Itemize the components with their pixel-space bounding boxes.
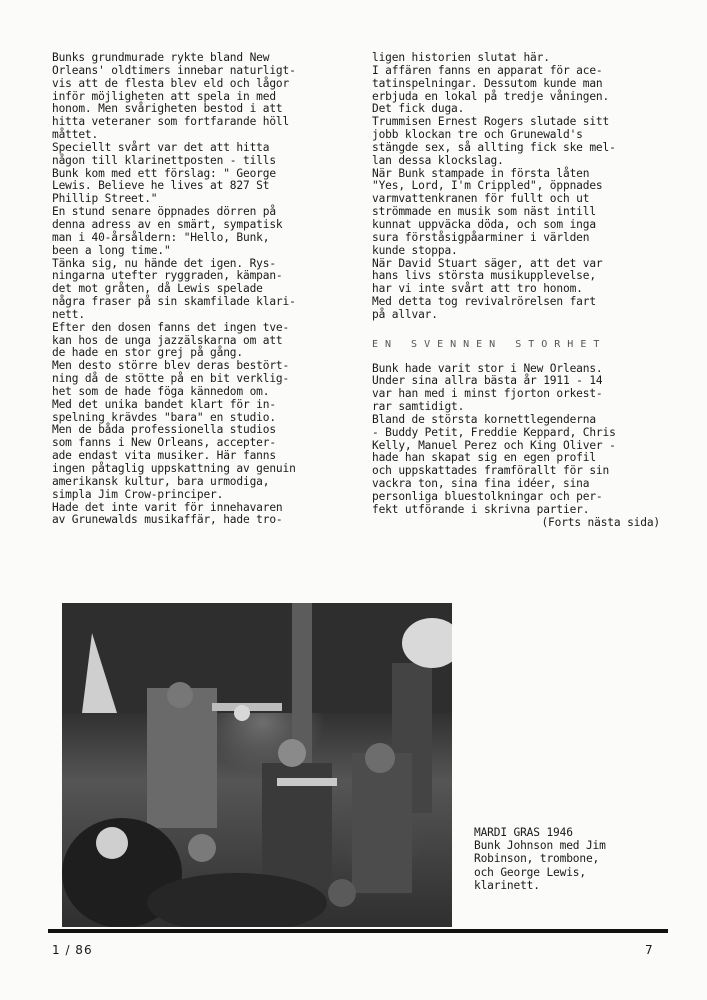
body-text-line: Lewis. Believe he lives at 827 St [52, 179, 270, 193]
body-text-line: När Bunk stampade in första låten [372, 166, 590, 180]
body-text-line: Efter den dosen fanns det ingen tve- [52, 320, 290, 334]
issue-number: 1 / 86 [52, 943, 93, 957]
body-text-line: ningarna utefter ryggraden, kämpan- [52, 269, 283, 283]
body-text-line: erbjuda en lokal på tredje våningen. [372, 89, 610, 103]
right-column [372, 52, 664, 530]
body-text-line: Bunks grundmurade rykte bland New [52, 51, 270, 64]
body-text-line: fekt utförande i skrivna partier. [372, 502, 590, 516]
left-column [52, 52, 352, 527]
body-text-line: kunde stoppa. [372, 243, 458, 257]
caption-line: och George Lewis, [474, 865, 586, 879]
section-heading: EN SVENNEN STORHET [372, 338, 607, 350]
body-text-line: När David Stuart säger, att det var [372, 256, 603, 270]
body-text-line: denna adress av en smärt, sympatisk [52, 217, 283, 231]
page-number: 7 [645, 943, 653, 957]
body-text-line: inför möjligheten att spela in med [52, 89, 276, 103]
body-text-line: som fanns i New Orleans, accepter- [52, 436, 276, 450]
body-text-line: Bland de största kornettlegenderna [372, 412, 596, 426]
body-text-line: det mot gråten, då Lewis spelade [52, 282, 263, 296]
body-text-line: Speciellt svårt var det att hitta [52, 140, 270, 154]
body-text-line: Men desto större blev deras bestört- [52, 359, 290, 373]
body-text-line: "Yes, Lord, I'm Crippled", öppnades [372, 179, 603, 193]
body-text-line: var han med i minst fjorton orkest- [372, 387, 603, 401]
body-text-line: Men de båda professionella studios [52, 423, 276, 437]
body-text-line: kunnat uppväcka döda, och som inga [372, 217, 596, 231]
caption-line: klarinett. [474, 878, 540, 892]
body-text-line: amerikansk kultur, bara urmodiga, [52, 474, 270, 488]
body-text-line: varmvattenkranen för fullt och ut [372, 192, 590, 206]
body-text-line: ade endast vita musiker. Här fanns [52, 449, 276, 463]
body-text-line: på allvar. [372, 307, 438, 321]
body-text-line: personliga bluestolkningar och per- [372, 490, 603, 503]
caption-line: Bunk Johnson med Jim [474, 839, 606, 853]
body-text-line: En stund senare öppnades dörren på [52, 205, 276, 219]
body-text-line: - Buddy Petit, Freddie Keppard, Chris [372, 425, 616, 439]
photo-caption [474, 826, 674, 892]
body-text-line: honom. Men svårigheten bestod i att [52, 102, 283, 116]
body-text-line: spelning krävdes "bara" en studio. [52, 410, 276, 424]
body-text-line: Kelly, Manuel Perez och King Oliver - [372, 438, 616, 452]
body-text-line: Bunk hade varit stor i New Orleans. [372, 361, 603, 375]
body-text-line: någon till klarinettposten - tills [52, 153, 276, 167]
body-text-line: ligen historien slutat här. [372, 51, 550, 64]
body-text-line: jobb klockan tre och Grunewald's [372, 128, 583, 142]
body-text-line: het som de hade föga kännedom om. [52, 384, 270, 398]
footer-rule [48, 929, 668, 933]
body-text-line: strömmade en musik som näst intill [372, 205, 596, 219]
body-text-line: stängde sex, så allting fick ske mel- [372, 140, 616, 154]
body-text-line: Med det unika bandet klart för in- [52, 397, 276, 411]
body-text-line: några fraser på sin skamfilade klari- [52, 295, 296, 309]
photo [62, 603, 452, 927]
caption-line: Robinson, trombone, [474, 852, 600, 866]
body-text-line: Hade det inte varit för innehavaren [52, 500, 283, 514]
body-text-line: Orleans' oldtimers innebar naturligt- [52, 63, 296, 77]
body-text-line: ingen påtaglig uppskattning av genuin [52, 462, 296, 475]
body-text-line: been a long time." [52, 243, 171, 257]
body-text-line: tatinspelningar. Dessutom kunde man [372, 76, 603, 90]
continued-note: (Forts nästa sida) [541, 515, 660, 529]
body-text-line: hans livs största musikupplevelse, [372, 269, 596, 283]
right-column-top [372, 52, 664, 322]
body-text-line: kan hos de unga jazzälskarna om att [52, 333, 283, 347]
body-text-line: man i 40-årsåldern: "Hello, Bunk, [52, 230, 270, 244]
body-text-line: av Grunewalds musikaffär, hade tro- [52, 513, 283, 527]
body-text-line: rar samtidigt. [372, 400, 465, 414]
body-text-line: Trummisen Ernest Rogers slutade sitt [372, 115, 610, 129]
body-text-line: och uppskattades framförallt för sin [372, 464, 610, 478]
body-text-line: Bunk kom med ett förslag: " George [52, 166, 276, 180]
body-text-line: nett. [52, 307, 85, 321]
body-text-line: Under sina allra bästa år 1911 - 14 [372, 374, 603, 388]
body-text-line: har vi inte svårt att tro honom. [372, 282, 583, 296]
body-text-line: Phillip Street." [52, 192, 158, 206]
body-text-line: hitta veteraner som fortfarande höll [52, 115, 290, 129]
body-text-line: Tänka sig, nu hände det igen. Rys- [52, 256, 276, 270]
body-text-line: simpla Jim Crow-principer. [52, 487, 224, 501]
caption-line: MARDI GRAS 1946 [474, 826, 573, 839]
body-text-line: vis att de flesta blev eld och lågor [52, 76, 290, 90]
body-text-line: lan dessa klockslag. [372, 153, 504, 167]
body-text-line: sura förståsigpåarminer i världen [372, 230, 590, 244]
body-text-line: ning då de stötte på en bit verklig- [52, 372, 290, 386]
body-text-line: Det fick duga. [372, 102, 465, 116]
photo-illustration [62, 603, 452, 927]
right-column-bottom [372, 363, 664, 517]
body-text-line: vackra ton, sina fina idéer, sina [372, 477, 590, 491]
body-text-line: I affären fanns en apparat för ace- [372, 63, 603, 77]
body-text-line: de hade en stor grej på gång. [52, 346, 243, 360]
body-text-line: hade han skapat sig en egen profil [372, 451, 596, 465]
body-text-line: Med detta tog revivalrörelsen fart [372, 295, 596, 309]
body-text-line: måttet. [52, 128, 99, 142]
